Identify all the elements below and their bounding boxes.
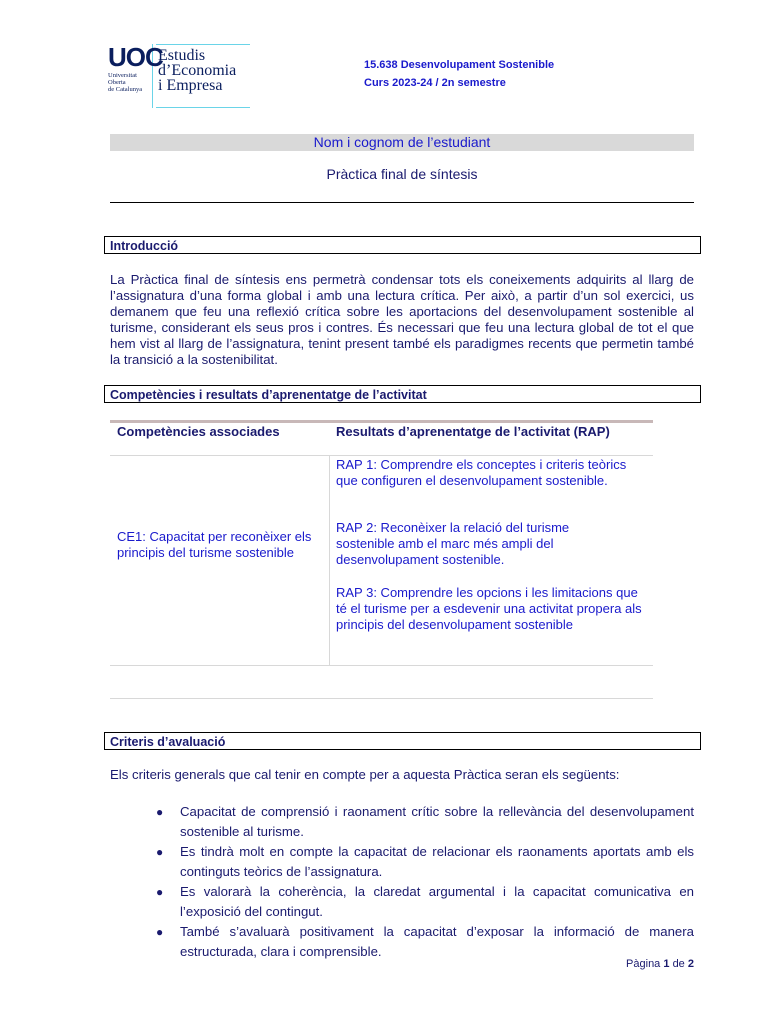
page-title: Pràctica final de síntesis <box>326 166 478 182</box>
intro-text: La Pràctica final de síntesis ens permetrà condensar tots els coneixements adquirits al llarg de l’assignatura d’una forma global i amb una lectura crítica. Per això, a partir d’un sol exercici, us demanem que feu una reflexió crítica sobre les aportacions del desenvolupament sostenible al turisme, considerant els seus pros i contres. És necessari que feu una lectura global de tot el que hem vist al llarg de l’assignatura, tenint present també els paradigmes recents que permetin també la transició a la sostenibilitat. <box>110 272 694 367</box>
table-header-raps: Resultats d’aprenentatge de l’activitat (RAP) <box>336 424 610 439</box>
list-item: ● Capacitat de comprensió i raonament crític sobre la rellevància del desenvolupament sostenible al turisme. <box>156 804 694 839</box>
rap-3: RAP 3: Comprendre les opcions i les limitacions que té el turisme per a esdevenir una activitat propera als principis del desenvolupament sostenible <box>336 585 642 632</box>
page-number: Pàgina 1 de 2 <box>626 958 694 970</box>
bullet-icon: ● <box>156 925 164 939</box>
course-term: Curs 2023-24 / 2n semestre <box>364 77 506 89</box>
table-column-divider <box>329 455 330 665</box>
logo-top-rule <box>156 44 250 45</box>
course-name: 15.638 Desenvolupament Sostenible <box>364 59 555 71</box>
rap-1: RAP 1: Comprendre els conceptes i criteris teòrics que configuren el desenvolupament sostenible. <box>336 457 627 488</box>
competence-ce1: CE1: Capacitat per reconèixer els principis del turisme sostenible <box>117 529 312 560</box>
logo-studies-name: Estudis d’Economia i Empresa <box>158 47 237 94</box>
title-divider <box>110 202 694 203</box>
bullet-icon: ● <box>156 845 164 859</box>
list-item: ● Es tindrà molt en compte la capacitat de relacionar els raonaments aportats amb els continguts teòrics de l’assignatura. <box>156 844 694 879</box>
competences-heading: Competències i resultats d’aprenentatge de l’activitat <box>104 385 701 403</box>
logo-mark: UOC <box>108 42 163 72</box>
course-info <box>364 56 554 92</box>
student-name-field[interactable]: Nom i cognom de l’estudiant <box>110 134 694 151</box>
bullet-icon: ● <box>156 885 164 899</box>
table-header-competences: Competències associades <box>117 424 280 439</box>
bullet-icon: ● <box>156 805 164 819</box>
logo-institution: Universitat Oberta de Catalunya <box>108 72 143 93</box>
table-top-rule <box>110 420 653 423</box>
list-item: ● Es valorarà la coherència, la claredat argumental i la capacitat comunicativa en l’exposició del contingut. <box>156 884 694 919</box>
criteria-intro: Els criteris generals que cal tenir en compte per a aquesta Pràctica seran els següents: <box>110 767 620 782</box>
logo-bottom-rule <box>156 107 250 108</box>
criteria-list <box>156 802 694 962</box>
intro-heading: Introducció <box>104 236 701 254</box>
list-item: ● També s’avaluarà positivament la capacitat d’exposar la informació de manera estructurada, clara i comprensible. <box>156 924 694 959</box>
table-bottom-rule <box>110 698 653 699</box>
table-header-rule <box>110 455 653 456</box>
criteria-heading: Criteris d’avaluació <box>104 732 701 750</box>
uoc-logo <box>108 44 250 108</box>
rap-2: RAP 2: Reconèixer la relació del turisme sostenible amb el marc més ampli del desenvolupament sostenible. <box>336 520 570 567</box>
table-row-rule <box>110 665 653 666</box>
